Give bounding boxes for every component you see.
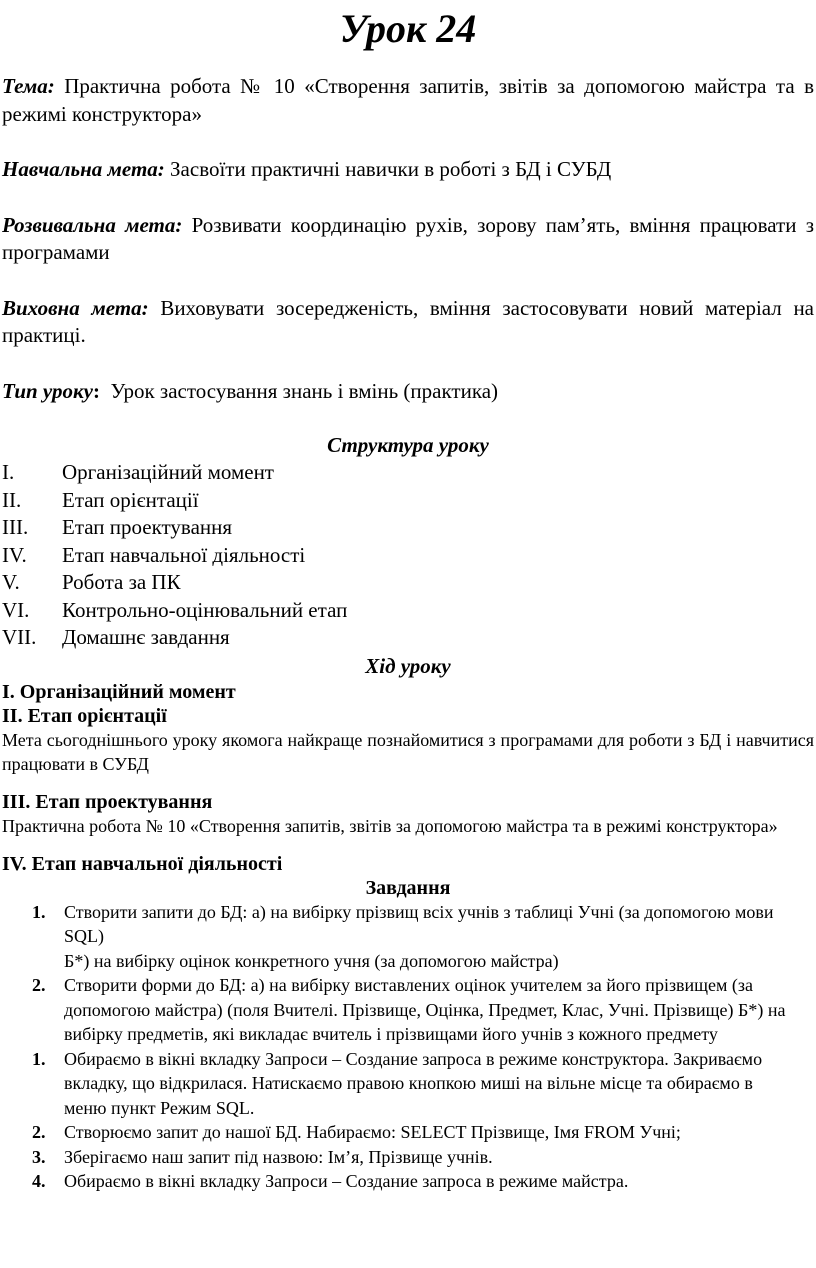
list-item-text: Робота за ПК bbox=[62, 570, 181, 594]
list-item bbox=[2, 597, 814, 625]
section-heading-2: II. Етап орієнтації bbox=[2, 704, 167, 727]
section-heading-4: IV. Етап навчальної діяльності bbox=[2, 852, 283, 875]
topic-text: Практична робота № 10 «Створення запитів, звітів за допомогою майстра та в режимі конструктора» bbox=[2, 74, 815, 126]
task-number: 1. bbox=[32, 901, 46, 922]
list-item-number: IV. bbox=[2, 542, 27, 567]
task-number: 1. bbox=[32, 1048, 46, 1069]
task-number: 4. bbox=[32, 1171, 46, 1191]
dev-goal-paragraph bbox=[2, 212, 814, 267]
list-item-text: Домашнє завдання bbox=[62, 625, 230, 649]
list-item-text: Етап проектування bbox=[62, 515, 233, 539]
list-item-text: Організаційний момент bbox=[62, 460, 274, 484]
list-item bbox=[2, 1169, 814, 1194]
list-item bbox=[2, 542, 814, 570]
list-item-text: Етап навчальної діяльності bbox=[62, 542, 306, 567]
task-text-extra: Б*) на вибірку оцінок конкретного учня (за допомогою майстра) bbox=[64, 950, 559, 971]
edu-goal-paragraph bbox=[2, 156, 814, 184]
task-text: Зберігаємо наш запит під назвою: Ім’я, Прізвище учнів. bbox=[64, 1146, 493, 1167]
task-number: 2. bbox=[32, 1122, 46, 1142]
course-title: Хід уроку bbox=[365, 653, 451, 678]
list-item-number: III. bbox=[2, 515, 29, 539]
task-text-main: Створити запити до БД: а) на вибірку прізвищ всіх учнів з таблиці Учні (за допомогою мови SQL) bbox=[64, 901, 774, 946]
list-item bbox=[2, 514, 814, 542]
list-item bbox=[2, 487, 814, 515]
lesson-type-colon: : bbox=[92, 378, 100, 403]
upbr-goal-paragraph bbox=[2, 295, 814, 350]
list-item bbox=[2, 900, 814, 974]
page-title: Урок 24 bbox=[339, 6, 477, 51]
list-item-number: V. bbox=[2, 570, 20, 594]
list-item bbox=[2, 569, 814, 597]
task-text: Обираємо в вікні вкладку Запроси – Создание запроса в режиме майстра. bbox=[64, 1171, 629, 1191]
list-item bbox=[2, 1145, 814, 1170]
task-text: Обираємо в вікні вкладку Запроси – Создание запроса в режиме конструктора. Закриваємо вкладку, що відкрилася. Натискаємо правою кнопкою миші на вільне місце та обираємо в меню пункт Режим SQL. bbox=[64, 1048, 763, 1118]
list-item-number: VI. bbox=[2, 597, 30, 622]
structure-list bbox=[2, 459, 814, 652]
task-text: Створити форми до БД: а) на вибірку виставлених оцінок учителем за його прізвищем (за допомогою майстра) (поля Вчителі. Прізвище, Оцінка, Предмет, Клас, Учні. Прізвище) Б*) на вибірку предметів, які викладає вчитель і прізвищами його учнів з кожного предмету bbox=[64, 975, 786, 1044]
task-number: 3. bbox=[32, 1146, 46, 1167]
list-item bbox=[2, 1047, 814, 1121]
list-item bbox=[2, 624, 814, 652]
tasks-list bbox=[2, 900, 814, 1194]
list-item-text: Контрольно-оцінювальний етап bbox=[62, 597, 348, 622]
task-text: Створюємо запит до нашої БД. Набираємо: SELECT Прізвище, Імя FROM Учні; bbox=[64, 1122, 681, 1142]
upbr-goal-text: Виховувати зосередженість, вміння застосовувати новий матеріал на практиці. bbox=[2, 295, 815, 347]
topic-label: Тема: bbox=[2, 74, 55, 98]
structure-title: Структура уроку bbox=[327, 433, 489, 457]
list-item-number: VII. bbox=[2, 625, 37, 649]
list-item-text: Етап орієнтації bbox=[62, 487, 199, 512]
list-item bbox=[2, 1120, 814, 1145]
list-item bbox=[2, 459, 814, 487]
list-item-number: I. bbox=[2, 460, 15, 484]
dev-goal-label: Розвивальна мета: bbox=[2, 212, 183, 237]
section-2-text: Мета сьогоднішнього уроку якомога найкраще познайомитися з програмами для роботи з БД і навчитися працювати в СУБД bbox=[2, 729, 814, 774]
edu-goal-label: Навчальна мета: bbox=[2, 157, 165, 181]
lesson-type-label: Тип уроку bbox=[2, 378, 93, 403]
upbr-goal-label: Виховна мета: bbox=[2, 295, 149, 320]
lesson-type-text: Урок застосування знань і вмінь (практика) bbox=[110, 378, 499, 403]
lesson-type-paragraph bbox=[2, 378, 814, 406]
dev-goal-text: Розвивати координацію рухів, зорову пам’ять, вміння працювати з програмами bbox=[2, 212, 814, 264]
section-heading-3: III. Етап проектування bbox=[2, 790, 213, 813]
task-text bbox=[64, 900, 814, 974]
tasks-title: Завдання bbox=[365, 876, 451, 899]
list-item bbox=[2, 973, 814, 1047]
edu-goal-text: Засвоїти практичні навички в роботі з БД і СУБД bbox=[170, 157, 612, 181]
task-number: 2. bbox=[32, 975, 46, 995]
topic-paragraph bbox=[2, 73, 814, 128]
list-item-number: II. bbox=[2, 487, 22, 512]
section-3-text: Практична робота № 10 «Створення запитів, звітів за допомогою майстра та в режимі конструктора» bbox=[2, 815, 778, 836]
section-heading-1: I. Організаційний момент bbox=[2, 680, 236, 703]
